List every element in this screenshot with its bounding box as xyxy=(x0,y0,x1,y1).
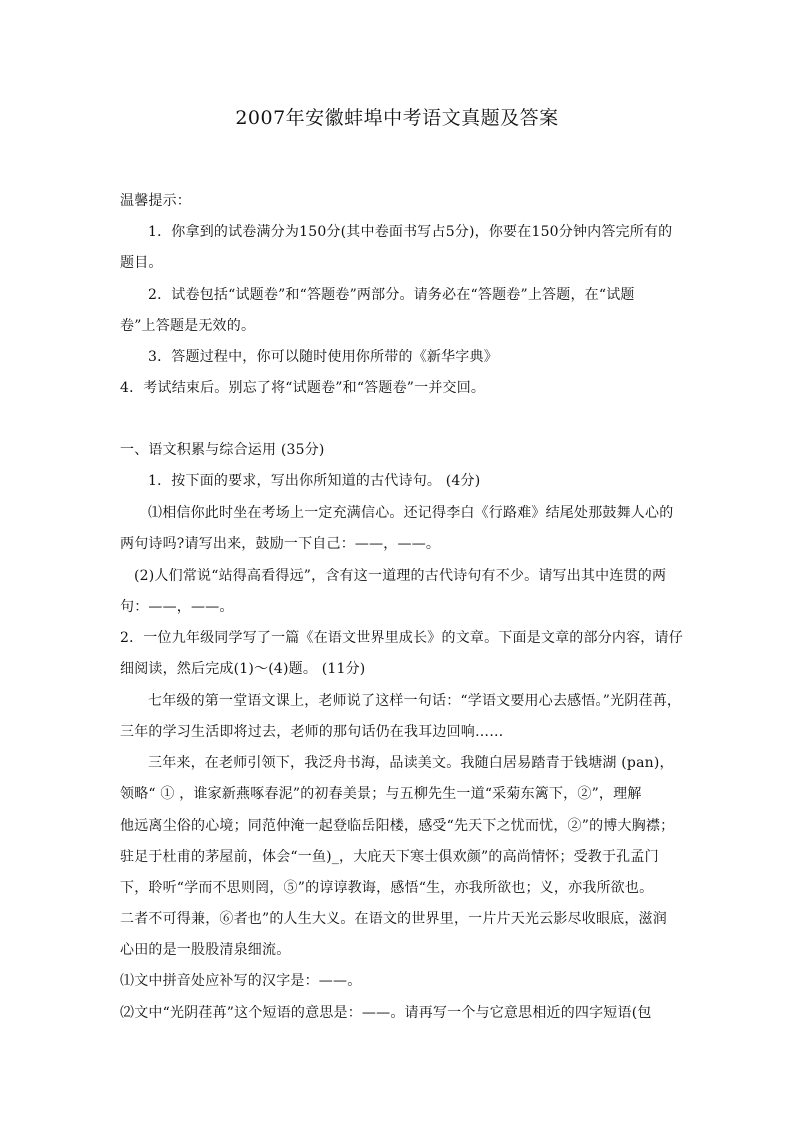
question-1-part-2-line-2: 句：——，——。 xyxy=(120,599,234,615)
question-1-part-2-line-1: (2)人们常说“站得高看得远”，含有这一道理的古代诗句有不少。请写出其中连贯的两 xyxy=(134,568,667,584)
question-1-part-1-line-1: ⑴相信你此时坐在考场上一定充满信心。还记得李白《行路难》结尾处那鼓舞人心的 xyxy=(148,505,674,521)
tip-4: 4．考试结束后。别忘了将“试题卷”和“答题卷”一并交回。 xyxy=(120,380,486,396)
section-1-heading: 一、语文积累与综合运用 (35分) xyxy=(120,442,325,458)
question-2-line-1: 2．一位九年级同学写了一篇《在语文世界里成长》的文章。下面是文章的部分内容，请仔 xyxy=(120,630,683,646)
page-title: 2007年安徽蚌埠中考语文真题及答案 xyxy=(235,107,559,129)
question-1-part-1-line-2: 两句诗吗?请写出来，鼓励一下自己：——，——。 xyxy=(120,536,441,552)
tip-1-line-2: 题目。 xyxy=(120,255,163,271)
passage-p1-line-2: 三年的学习生活即将过去，老师的那句话仍在我耳边回响…… xyxy=(120,724,504,740)
passage-p2-line-7: 心田的是一股股清泉细流。 xyxy=(120,942,291,958)
tip-1-line-1: 1．你拿到的试卷满分为150分(其中卷面书写占5分)，你要在150分钟内答完所有的 xyxy=(148,224,673,240)
tips-heading: 温馨提示： xyxy=(120,193,191,209)
passage-p2-line-2: 领略“ ① ，谁家新燕啄春泥”的初春美景；与五柳先生一道“采菊东篱下，②”，理解 xyxy=(120,786,642,802)
question-2-part-2: ⑵文中“光阴荏苒”这个短语的意思是：——。请再写一个与它意思相近的四字短语(包 xyxy=(120,1005,652,1021)
passage-p2-line-1: 三年来，在老师引领下，我泛舟书海，品读美文。我随白居易踏青于钱塘湖 (pan)， xyxy=(148,755,674,771)
passage-p2-line-6: 二者不可得兼，⑥者也”的人生大义。在语文的世界里，一片片天光云影尽收眼底，滋润 xyxy=(120,911,667,927)
passage-p1-line-1: 七年级的第一堂语文课上，老师说了这样一句话：“学语文要用心去感悟。”光阴荏苒， xyxy=(148,693,682,709)
question-1: 1．按下面的要求，写出你所知道的古代诗句。 (4分) xyxy=(148,473,481,489)
passage-p2-line-3: 他远离尘俗的心境；同范仲淹一起登临岳阳楼，感受“先天下之忧而忧，②”的博大胸襟； xyxy=(120,818,675,834)
passage-p2-line-4: 驻足于杜甫的茅屋前，体会“一鱼)_，大庇天下寒士俱欢颜”的高尚情怀；受教于孔孟门 xyxy=(120,849,659,865)
tip-2-line-1: 2．试卷包括“试题卷”和“答题卷”两部分。请务必在“答题卷”上答题，在“试题 xyxy=(148,287,635,303)
question-2-part-1: ⑴文中拼音处应补写的汉字是：——。 xyxy=(120,973,362,989)
tip-3: 3．答题过程中，你可以随时使用你所带的《新华字典》 xyxy=(148,349,498,365)
question-2-line-2: 细阅读，然后完成(1)～(4)题。 (11分) xyxy=(120,661,366,677)
tip-2-line-2: 卷”上答题是无效的。 xyxy=(120,318,256,334)
passage-p2-line-5: 下，聆听“学而不思则罔，⑤”的谆谆教诲，感悟“生，亦我所欲也；义，亦我所欲也。 xyxy=(120,880,654,896)
